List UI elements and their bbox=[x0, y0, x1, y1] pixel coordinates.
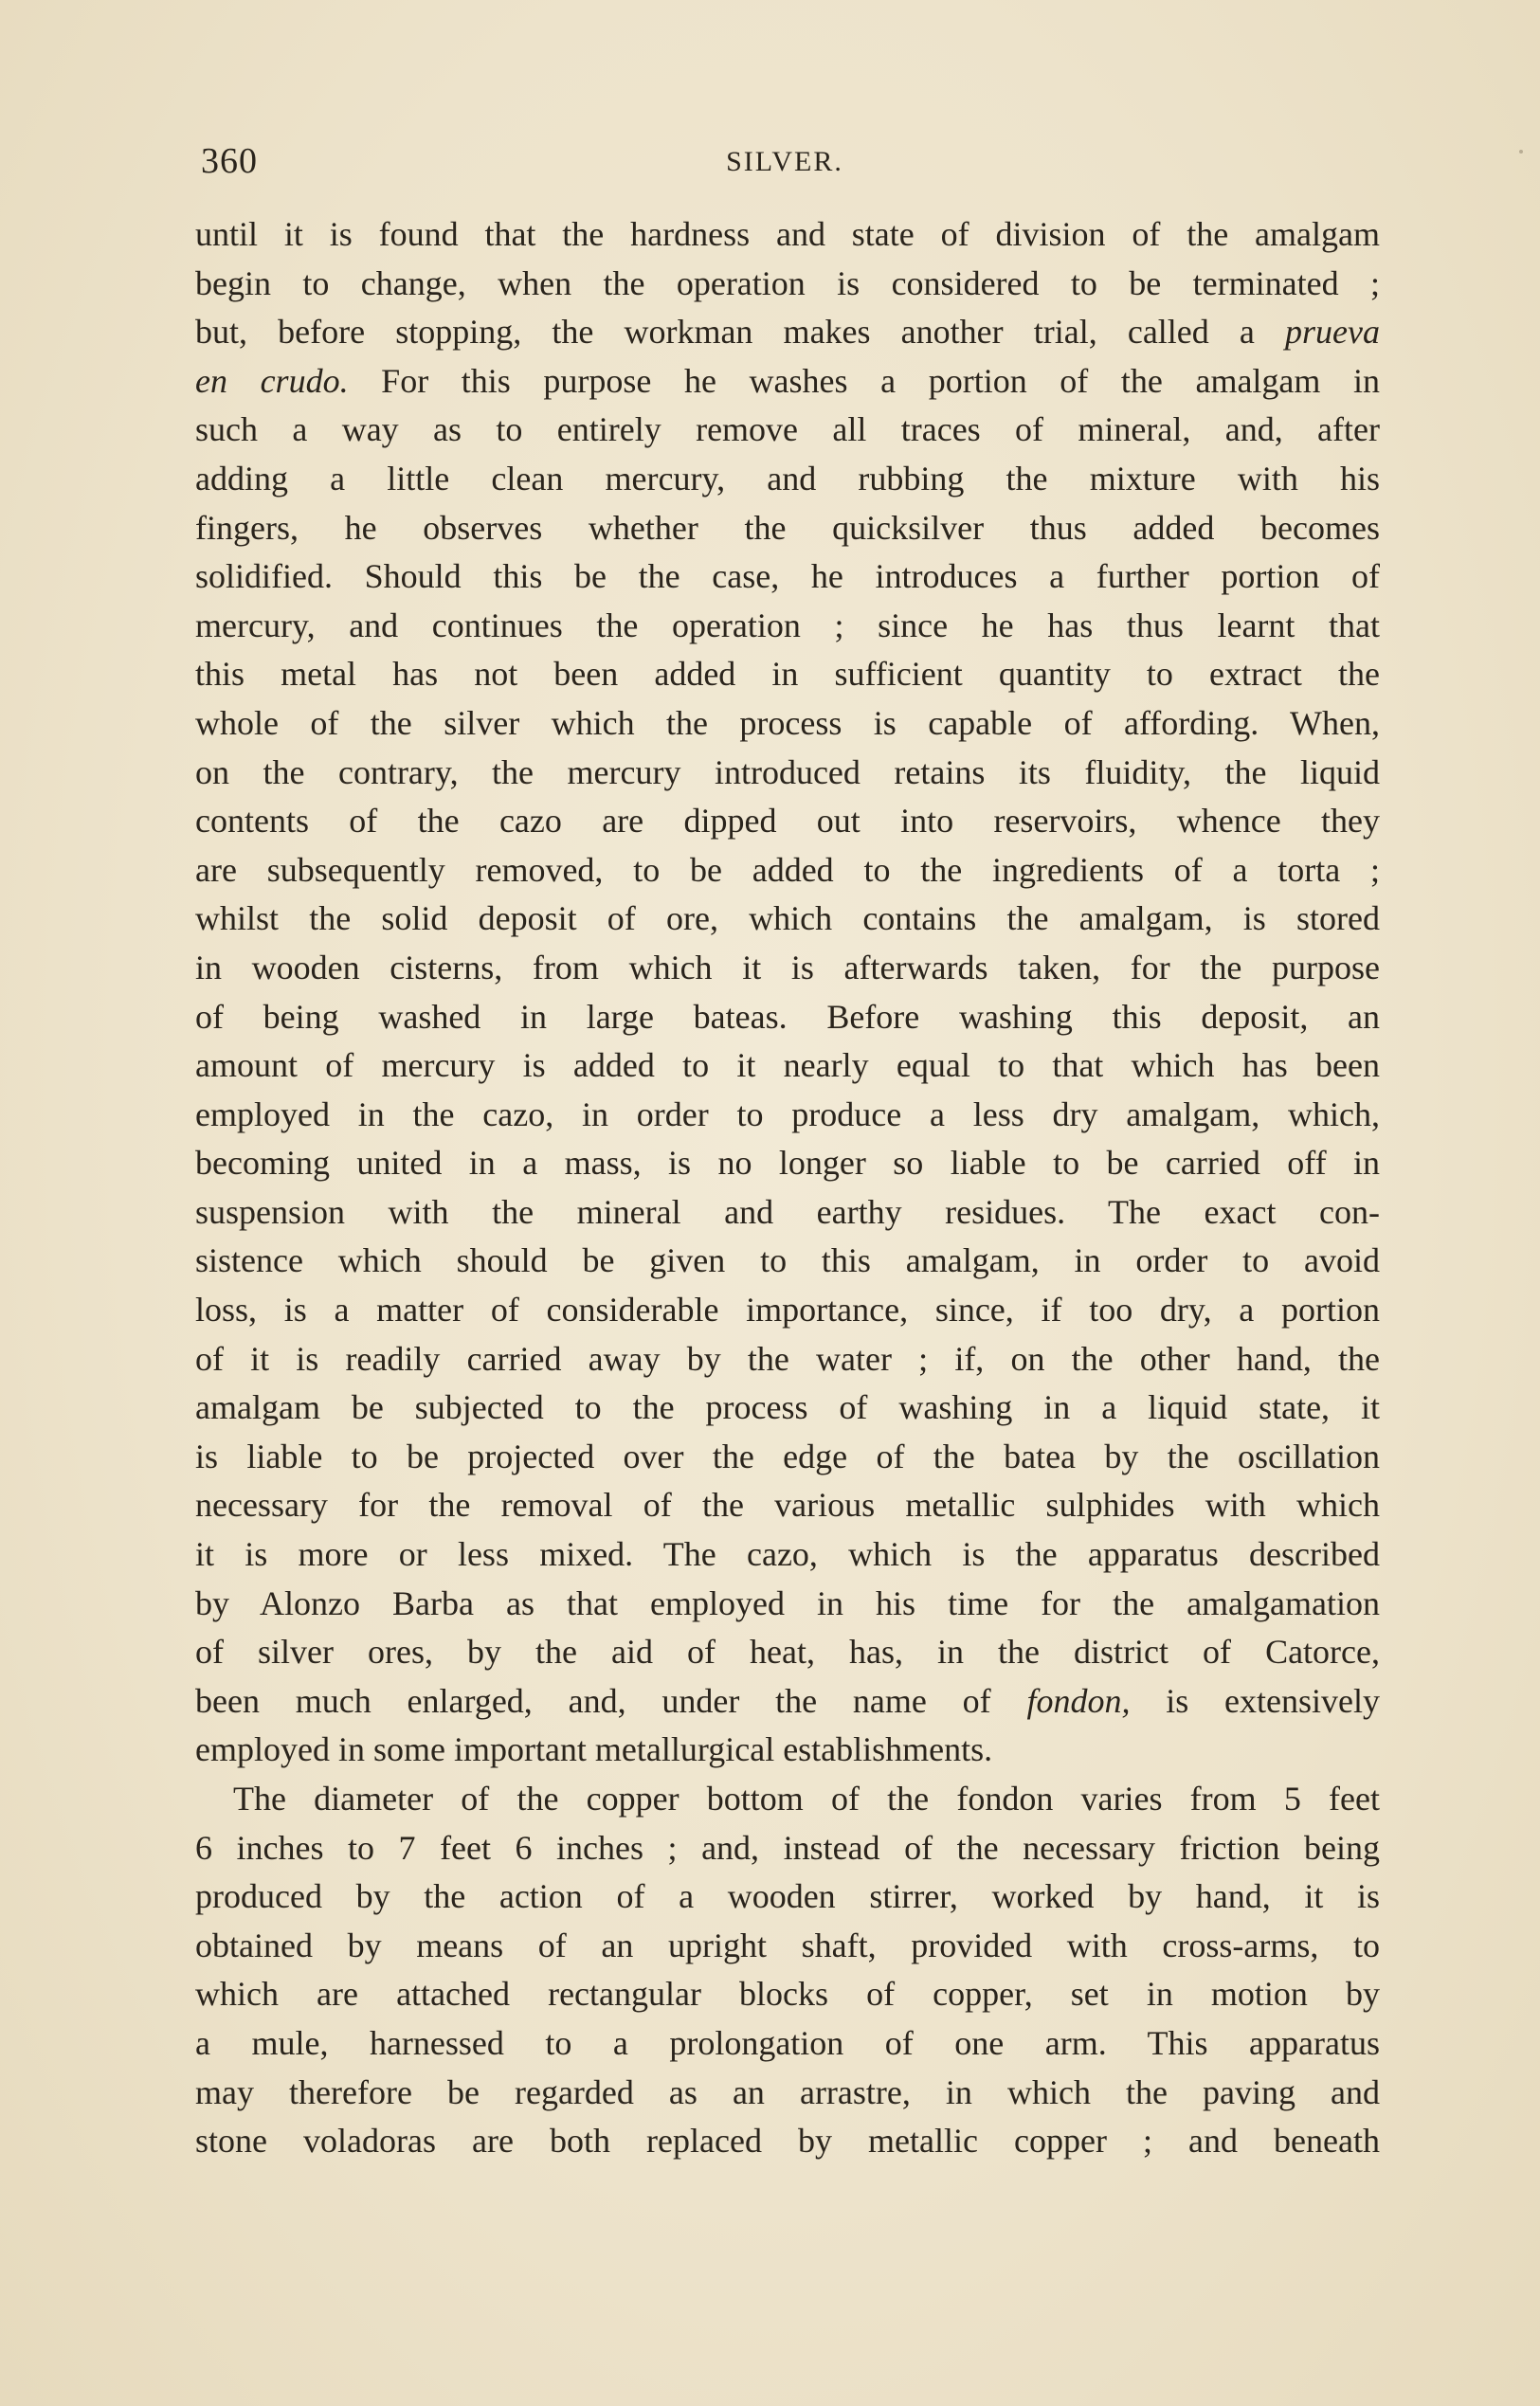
text-line bbox=[195, 1188, 1380, 1238]
text-line bbox=[195, 1481, 1380, 1530]
text-segment: 6 inches to 7 feet 6 inches ; and, instead of the necessary friction being bbox=[195, 1828, 1380, 1867]
text-line bbox=[195, 1726, 1380, 1775]
text-line bbox=[195, 797, 1380, 846]
text-segment: stone voladoras are both replaced by metallic copper ; and beneath bbox=[195, 2122, 1380, 2161]
text-segment: produced by the action of a wooden stirrer, worked by hand, it is bbox=[195, 1877, 1380, 1916]
text-segment: amount of mercury is added to it nearly equal to that which has been bbox=[195, 1046, 1380, 1085]
text-segment: amalgam be subjected to the process of washing in a liquid state, it bbox=[195, 1388, 1380, 1427]
text-line bbox=[195, 1335, 1380, 1384]
text-line bbox=[195, 749, 1380, 798]
text-segment: obtained by means of an upright shaft, provided with cross-arms, to bbox=[195, 1926, 1380, 1964]
text-segment: is extensively bbox=[1130, 1681, 1380, 1720]
text-segment: a mule, harnessed to a prolongation of one arm. This apparatus bbox=[195, 2023, 1380, 2062]
text-segment: necessary for the removal of the various metallic sulphides with which bbox=[195, 1486, 1380, 1525]
text-segment: employed in some important metallurgical establishments. bbox=[195, 1730, 993, 1769]
running-head: SILVER. bbox=[726, 146, 843, 177]
text-line bbox=[195, 260, 1380, 309]
text-segment: For this purpose he washes a portion of the amalgam in bbox=[348, 361, 1380, 400]
text-segment: loss, is a matter of considerable importance, since, if too dry, a portion bbox=[195, 1291, 1380, 1330]
text-segment: until it is found that the hardness and state of division of the amalgam bbox=[195, 215, 1380, 253]
text-line bbox=[195, 1530, 1380, 1580]
text-line bbox=[195, 1384, 1380, 1433]
text-segment: of being washed in large bateas. Before washing this deposit, an bbox=[195, 997, 1380, 1036]
text-line bbox=[195, 1824, 1380, 1873]
text-line bbox=[195, 1775, 1380, 1824]
text-line bbox=[195, 1677, 1380, 1727]
text-line bbox=[195, 650, 1380, 699]
text-segment: whilst the solid deposit of ore, which contains the amalgam, is stored bbox=[195, 899, 1380, 938]
page-number: 360 bbox=[201, 141, 258, 181]
text-line bbox=[195, 1286, 1380, 1335]
text-line bbox=[195, 1139, 1380, 1188]
text-segment: by Alonzo Barba as that employed in his time for the amalgamation bbox=[195, 1583, 1380, 1622]
text-segment: of silver ores, by the aid of heat, has, in the district of Catorce, bbox=[195, 1633, 1380, 1672]
text-segment: begin to change, when the operation is considered to be terminated ; bbox=[195, 263, 1380, 302]
text-line bbox=[195, 210, 1380, 260]
text-line bbox=[195, 1091, 1380, 1140]
text-segment: may therefore be regarded as an arrastre, in which the paving and bbox=[195, 2072, 1380, 2111]
text-line bbox=[195, 504, 1380, 553]
paper-speck bbox=[1519, 150, 1523, 154]
text-segment: adding a little clean mercury, and rubbing the mixture with his bbox=[195, 459, 1380, 497]
text-line bbox=[195, 406, 1380, 455]
page-header bbox=[201, 140, 1368, 188]
italic-term: prueva bbox=[1285, 313, 1380, 352]
text-line bbox=[195, 1237, 1380, 1286]
text-segment: whole of the silver which the process is capable of affording. When, bbox=[195, 703, 1380, 742]
text-line bbox=[195, 1041, 1380, 1091]
text-segment: such a way as to entirely remove all traces of mineral, and, after bbox=[195, 410, 1380, 449]
text-segment: mercury, and continues the operation ; since he has thus learnt that bbox=[195, 606, 1380, 644]
text-line bbox=[195, 699, 1380, 749]
text-segment: but, before stopping, the workman makes another trial, called a bbox=[195, 313, 1286, 352]
text-segment: this metal has not been added in sufficient quantity to extract the bbox=[195, 655, 1380, 694]
text-line bbox=[195, 1580, 1380, 1629]
text-segment: been much enlarged, and, under the name of bbox=[195, 1681, 1027, 1720]
text-line bbox=[195, 2019, 1380, 2069]
text-segment: of it is readily carried away by the water ; if, on the other hand, the bbox=[195, 1339, 1380, 1378]
text-line bbox=[195, 552, 1380, 602]
text-line bbox=[195, 993, 1380, 1042]
text-line bbox=[195, 1628, 1380, 1677]
text-line bbox=[195, 895, 1380, 944]
text-line bbox=[195, 944, 1380, 993]
italic-term: en crudo. bbox=[195, 361, 349, 400]
body-text bbox=[195, 210, 1380, 2166]
text-segment: employed in the cazo, in order to produce a less dry amalgam, which, bbox=[195, 1094, 1380, 1133]
text-segment: sistence which should be given to this amalgam, in order to avoid bbox=[195, 1241, 1380, 1280]
text-segment: becoming united in a mass, is no longer so liable to be carried off in bbox=[195, 1144, 1380, 1183]
text-segment: which are attached rectangular blocks of copper, set in motion by bbox=[195, 1975, 1380, 2014]
text-line bbox=[195, 2117, 1380, 2166]
text-segment: is liable to be projected over the edge of the batea by the oscillation bbox=[195, 1437, 1380, 1475]
text-segment: are subsequently removed, to be added to the ingredients of a torta ; bbox=[195, 850, 1380, 889]
text-line bbox=[195, 2069, 1380, 2118]
text-line bbox=[195, 1922, 1380, 1971]
text-segment: on the contrary, the mercury introduced retains its fluidity, the liquid bbox=[195, 752, 1380, 791]
text-line bbox=[195, 846, 1380, 895]
text-segment: fingers, he observes whether the quicksilver thus added becomes bbox=[195, 508, 1380, 547]
text-line bbox=[195, 602, 1380, 651]
italic-term: fondon, bbox=[1026, 1681, 1131, 1720]
text-segment: contents of the cazo are dipped out into reservoirs, whence they bbox=[195, 802, 1380, 841]
text-segment: solidified. Should this be the case, he introduces a further portion of bbox=[195, 557, 1380, 596]
text-segment: in wooden cisterns, from which it is afterwards taken, for the purpose bbox=[195, 948, 1380, 986]
text-line bbox=[195, 357, 1380, 407]
text-line bbox=[195, 455, 1380, 504]
text-segment: The diameter of the copper bottom of the fondon varies from 5 feet bbox=[233, 1780, 1380, 1818]
text-line bbox=[195, 308, 1380, 357]
text-line bbox=[195, 1433, 1380, 1482]
text-segment: suspension with the mineral and earthy residues. The exact con- bbox=[195, 1192, 1380, 1231]
text-segment: it is more or less mixed. The cazo, which is the apparatus described bbox=[195, 1535, 1380, 1574]
text-line bbox=[195, 1872, 1380, 1922]
text-line bbox=[195, 1970, 1380, 2019]
